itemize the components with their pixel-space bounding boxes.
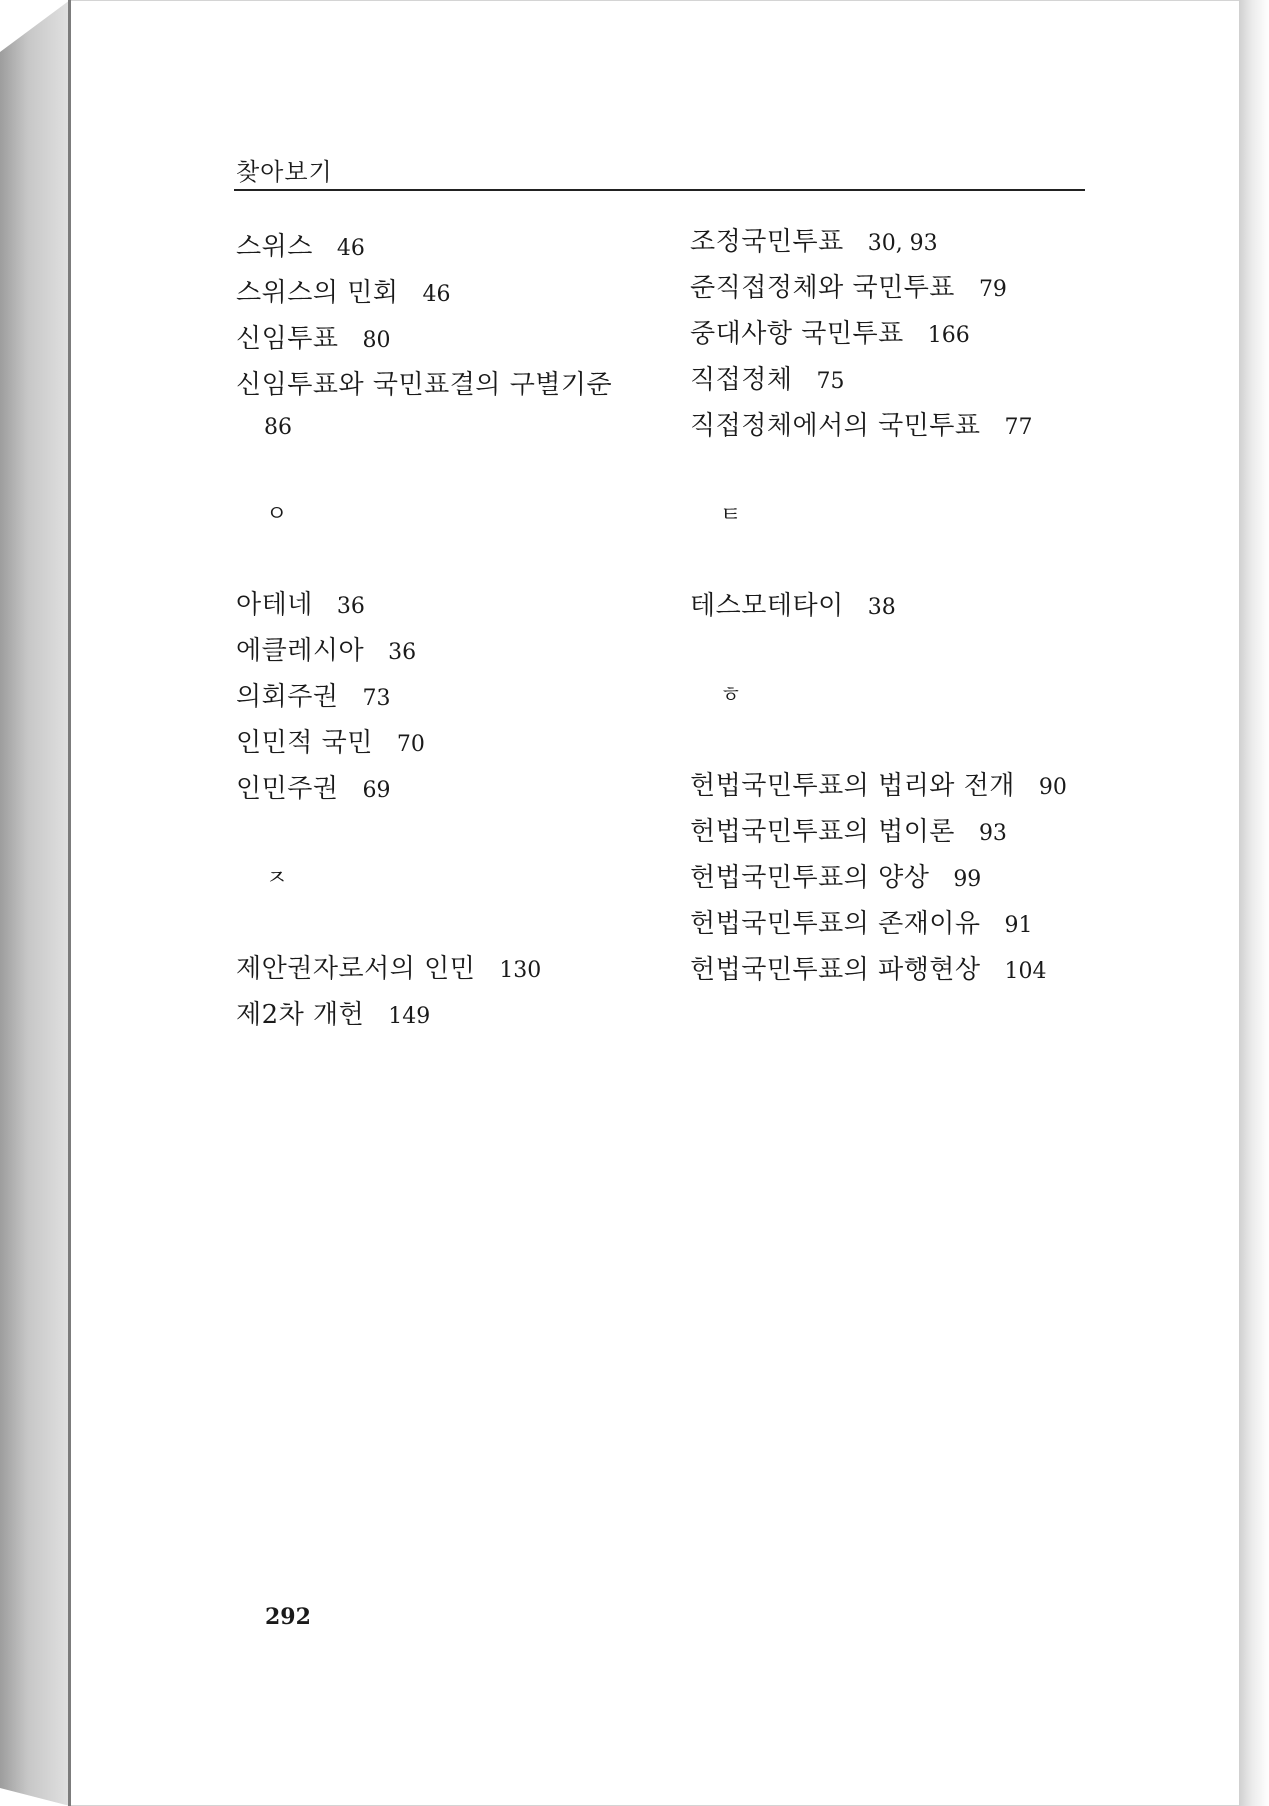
index-entry	[236, 270, 676, 316]
index-term: 헌법국민투표의 존재이유	[690, 909, 981, 939]
index-page-ref: 77	[1004, 415, 1033, 440]
index-entry	[690, 265, 1110, 311]
index-page-ref: 90	[1038, 775, 1067, 800]
index-entry	[690, 809, 1110, 855]
index-term: 헌법국민투표의 파행현상	[690, 955, 981, 985]
index-page-ref: 46	[336, 236, 365, 261]
index-term: 에클레시아	[236, 636, 365, 666]
index-page-ref-continued: 86	[264, 415, 292, 440]
index-term: 중대사항 국민투표	[690, 319, 904, 349]
index-entry	[690, 901, 1110, 947]
index-entry	[690, 855, 1110, 901]
book-spine-side	[0, 0, 70, 1806]
index-page-ref: 46	[422, 282, 451, 307]
index-entry	[236, 316, 676, 362]
index-page-ref: 70	[396, 732, 425, 757]
index-term: 헌법국민투표의 법이론	[690, 817, 955, 847]
index-page-ref: 149	[388, 1004, 431, 1029]
index-term: 스위스	[236, 232, 313, 262]
index-entry	[236, 766, 676, 812]
index-entry	[236, 674, 676, 720]
index-page-ref: 91	[1004, 913, 1033, 938]
section-heading: ㅎ	[720, 683, 742, 708]
index-term: 조정국민투표	[690, 227, 844, 257]
index-page-ref: 38	[867, 595, 896, 620]
section-heading: ㅇ	[266, 502, 288, 527]
index-page-ref: 36	[336, 594, 365, 619]
index-term: 제안권자로서의 인민	[236, 954, 476, 984]
index-entry	[690, 763, 1110, 809]
index-entry	[236, 992, 676, 1038]
page-edge-shadow	[1239, 0, 1269, 1806]
index-page-ref: 93	[978, 821, 1007, 846]
index-term: 신임투표와 국민표결의 구별기준	[236, 370, 613, 400]
index-term: 신임투표	[236, 324, 339, 354]
page-number: 292	[265, 1604, 311, 1630]
index-term: 제2차 개헌	[236, 1000, 365, 1030]
index-entry	[690, 947, 1110, 993]
index-page-ref: 104	[1004, 959, 1047, 984]
index-term: 아테네	[236, 590, 313, 620]
index-page-ref: 75	[816, 369, 845, 394]
index-entry	[236, 224, 676, 270]
index-entry	[236, 582, 676, 628]
index-entry	[236, 946, 676, 992]
index-entry	[690, 219, 1110, 265]
index-term: 준직접정체와 국민투표	[690, 273, 955, 303]
index-term: 헌법국민투표의 법리와 전개	[690, 771, 1015, 801]
index-entry	[690, 311, 1110, 357]
index-page-ref: 30, 93	[867, 231, 938, 256]
index-column-right	[690, 219, 1110, 993]
index-page-ref: 80	[362, 328, 391, 353]
index-term: 의회주권	[236, 682, 339, 712]
index-term: 헌법국민투표의 양상	[690, 863, 930, 893]
index-entry	[690, 357, 1110, 403]
index-term: 스위스의 민회	[236, 278, 399, 308]
index-page-ref: 73	[362, 686, 391, 711]
header-rule	[234, 189, 1085, 191]
index-page-ref: 130	[499, 958, 542, 983]
index-term: 직접정체	[690, 365, 793, 395]
index-page-ref: 36	[388, 640, 417, 665]
index-entry	[690, 583, 1110, 629]
index-term: 직접정체에서의 국민투표	[690, 411, 981, 441]
index-page-ref: 79	[978, 277, 1007, 302]
index-page-ref: 166	[927, 323, 970, 348]
section-heading: ㅌ	[720, 503, 742, 528]
index-page-ref: 69	[362, 778, 391, 803]
section-heading: ㅈ	[266, 866, 288, 891]
index-entry	[236, 362, 676, 408]
index-term: 인민주권	[236, 774, 339, 804]
index-entry	[236, 720, 676, 766]
page-title: 찾아보기	[236, 158, 333, 186]
index-term: 인민적 국민	[236, 728, 373, 758]
index-column-left	[236, 224, 676, 1038]
index-entry	[690, 403, 1110, 449]
index-term: 테스모테타이	[690, 591, 844, 621]
index-page-ref: 99	[953, 867, 982, 892]
index-entry	[236, 628, 676, 674]
